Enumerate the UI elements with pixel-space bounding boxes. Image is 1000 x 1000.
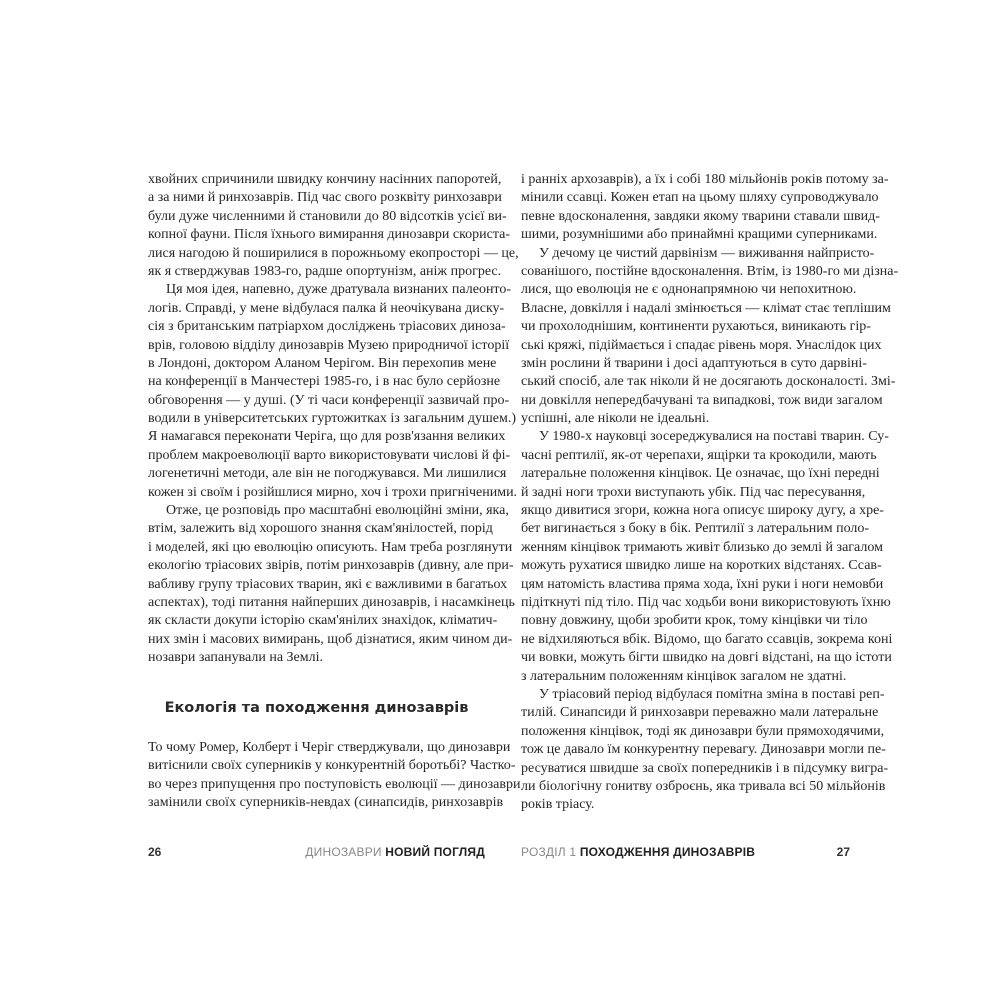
text-line: ський спосіб, але так ніколи й не досягають досконалості. Змі- xyxy=(521,374,896,390)
text-line: Я намагався переконати Черіга, що для розв'язання великих xyxy=(148,429,506,445)
text-line: врів, головою відділу динозаврів Музею природничої історії xyxy=(148,337,510,353)
text-line: втім, залежить від хорошого знання скам'янілостей, порід xyxy=(148,521,493,537)
text-line: Отже, це розповідь про масштабні еволюційні зміни, яка, xyxy=(166,503,509,519)
text-line: вабливу групу тріасових тварин, які є важливими в багатьох xyxy=(148,576,508,592)
running-title-book: ДИНОЗАВРИ xyxy=(305,845,382,859)
text-line: ресуватися швидше за своїх попередників і в підсумку вигра- xyxy=(521,760,889,776)
page-number-left: 26 xyxy=(148,845,162,859)
right-page-body xyxy=(521,171,899,815)
text-line: витіснили своїх суперників у конкурентній боротьбі? Частко- xyxy=(148,758,516,774)
paragraph xyxy=(521,428,893,685)
text-line: а за ними й ринхозаврів. Під час свого розквіту ринхозаври xyxy=(148,190,502,206)
paragraph xyxy=(148,171,519,281)
text-line: чи вовки, можуть бігти швидко на довгі відстані, на що істоти xyxy=(521,650,892,666)
text-line: шими, розумнішими або принаймні кращими суперниками. xyxy=(521,227,878,243)
section-heading: Екологія та походження динозаврів xyxy=(164,700,469,716)
text-line: хвойних спричинили швидку кончину насінних папоротей, xyxy=(148,172,502,187)
text-line: сія з британським патріархом досліджень тріасових диноза- xyxy=(148,319,506,335)
text-line: часні рептилії, як-от черепахи, ящірки та крокодили, мають xyxy=(521,447,877,463)
text-line: сованішого, постійне вдосконалення. Втім, із 1980-го ми дізна- xyxy=(521,263,899,279)
text-line: лися нагодою й поширилися в порожньому екопросторі — це, xyxy=(148,245,519,261)
text-line: повну довжину, щоби зробити крок, тому кінцівки чи тіло xyxy=(521,613,868,629)
text-line: тож це давало їм конкурентну перевагу. Динозаври могли пе- xyxy=(521,742,886,758)
text-line: років тріасу. xyxy=(521,797,595,813)
text-line: проблем макроеволюції варто використовувати числові й фі- xyxy=(148,447,511,463)
text-line: У тріасовий період відбулася помітна зміна в поставі реп- xyxy=(539,686,885,702)
left-page-body-after-heading xyxy=(148,739,521,813)
paragraph xyxy=(521,245,899,429)
text-line: не відхиляються вбік. Відомо, що багато ссавців, зокрема коні xyxy=(521,631,893,647)
text-line: водили в університетських гуртожитках із загальним душем.) xyxy=(148,411,516,427)
text-line: як скласти докупи історію скам'янілих знахідок, кліматич- xyxy=(148,613,498,629)
text-line: ли біологічну гонитву озброєнь, яка тривала всі 50 мільйонів xyxy=(521,778,886,794)
text-line: У 1980-х науковці зосереджувалися на поставі тварин. Су- xyxy=(539,429,889,445)
text-line: ни довкілля непередбачувані та випадкові, тож види загалом xyxy=(521,392,883,408)
text-line: екологію тріасових звірів, потім ринхозаврів (дивну, але при- xyxy=(148,558,514,574)
running-title-chapter: РОЗДІЛ 1 xyxy=(521,845,577,859)
page-number-right: 27 xyxy=(836,845,850,859)
text-line: Ця моя ідея, напевно, дуже дратувала визнаних палеонто- xyxy=(166,282,512,298)
text-line: змін рослини й тварини і досі адаптуються в суто дарвіні- xyxy=(521,355,867,371)
text-line: копної фауни. Після їхнього вимирання динозаври скориста- xyxy=(148,227,511,243)
text-line: з латеральним положенням кінцівок загалом не здатні. xyxy=(521,668,847,684)
paragraph xyxy=(148,502,515,668)
text-line: в Лондоні, доктором Аланом Черігом. Він перехопив мене xyxy=(148,355,497,371)
text-line: логів. Справді, у мене відбулася палка й неочікувана диску- xyxy=(148,300,505,316)
text-line: підіткнуті під тіло. Під час ходьби вони використовують їхню xyxy=(521,594,891,610)
text-line: і моделей, які цю еволюцію описують. Нам треба розглянути xyxy=(148,539,513,555)
text-line: замінили своїх суперників-невдах (синапсидів, ринхозаврів xyxy=(148,795,504,811)
text-line: лися, що еволюція не є однонапрямною чи непохитною. xyxy=(521,282,857,298)
text-line: і ранніх архозаврів), а їх і собі 180 мільйонів років потому за- xyxy=(521,172,889,187)
text-line: бет вигинається з боку в бік. Рептилії з латеральним поло- xyxy=(521,521,870,537)
text-line: То чому Ромер, Колберт і Черіг стверджували, що динозаври xyxy=(148,740,511,755)
running-title-subtitle: НОВИЙ ПОГЛЯД xyxy=(385,845,485,859)
text-line: женням кінцівок тримають живіт близько до землі й загалом xyxy=(521,539,883,555)
text-line: якщо дивитися згори, кожна нога описує широку дугу, а хре- xyxy=(521,503,884,519)
paragraph xyxy=(148,281,518,502)
text-line: ські кряжі, підіймається і спадає рівень моря. Унаслідок цих xyxy=(521,337,882,353)
text-line: логенетичні методи, але він не погоджувався. Ми лишилися xyxy=(148,466,507,482)
paragraph xyxy=(148,739,521,813)
text-line: тилій. Синапсиди й ринхозаври переважно мали латеральне xyxy=(521,705,879,721)
text-line: мінили ссавці. Кожен етап на цьому шляху супроводжувало xyxy=(521,190,879,206)
left-page-body xyxy=(148,171,519,668)
text-line: во через припущення про поступовість еволюції — динозаври xyxy=(148,776,521,792)
text-line: Власне, довкілля і надалі змінюється — клімат стає теплішим xyxy=(521,300,891,316)
text-line: положення кінцівок, тоді як динозаври були прямоходячими, xyxy=(521,723,885,739)
text-line: них змін і масових вимирань, щоб дізнатися, яким чином ди- xyxy=(148,631,513,647)
paragraph xyxy=(521,171,889,245)
paragraph xyxy=(521,686,889,815)
text-line: У дечому це чистий дарвінізм — виживання найпристо- xyxy=(539,245,875,261)
text-line: можуть рухатися швидко лише на коротких відстанях. Ссав- xyxy=(521,558,882,574)
text-line: певне вдосконалення, завдяки якому тварини ставали швид- xyxy=(521,208,880,224)
text-line: були дуже численними й становили до 80 відсотків усієї ви- xyxy=(148,208,507,224)
text-line: аспектах), тоді питання найперших динозаврів, і насамкінець xyxy=(148,594,515,610)
text-line: нозаври запанували на Землі. xyxy=(148,650,324,666)
text-line: латеральне положення кінцівок. Це означає, що їхні передні xyxy=(521,466,880,482)
text-line: успішні, але ніколи не ідеальні. xyxy=(521,411,710,427)
running-title-left xyxy=(305,845,485,859)
running-title-chapter-name: ПОХОДЖЕННЯ ДИНОЗАВРІВ xyxy=(579,845,756,859)
text-line: як я стверджував 1983-го, радше опортунізм, аніж прогрес. xyxy=(148,263,502,279)
text-line: кожен зі своїм і розійшлися мирно, хоч і трохи пригніченими. xyxy=(148,484,518,500)
text-line: чи прохолоднішим, континенти рухаються, виникають гір- xyxy=(521,319,871,335)
text-line: на конференції в Манчестері 1985-го, і в нас було серйозне xyxy=(148,374,501,390)
text-line: й задні ноги трохи виступають убік. Під час пересування, xyxy=(521,484,866,500)
text-line: обговорення — у душі. (У ті часи конференції зазвичай про- xyxy=(148,392,510,408)
text-line: цям натомість властива пряма хода, їхні руки і ноги немовби xyxy=(521,576,884,592)
running-title-right xyxy=(521,845,755,859)
